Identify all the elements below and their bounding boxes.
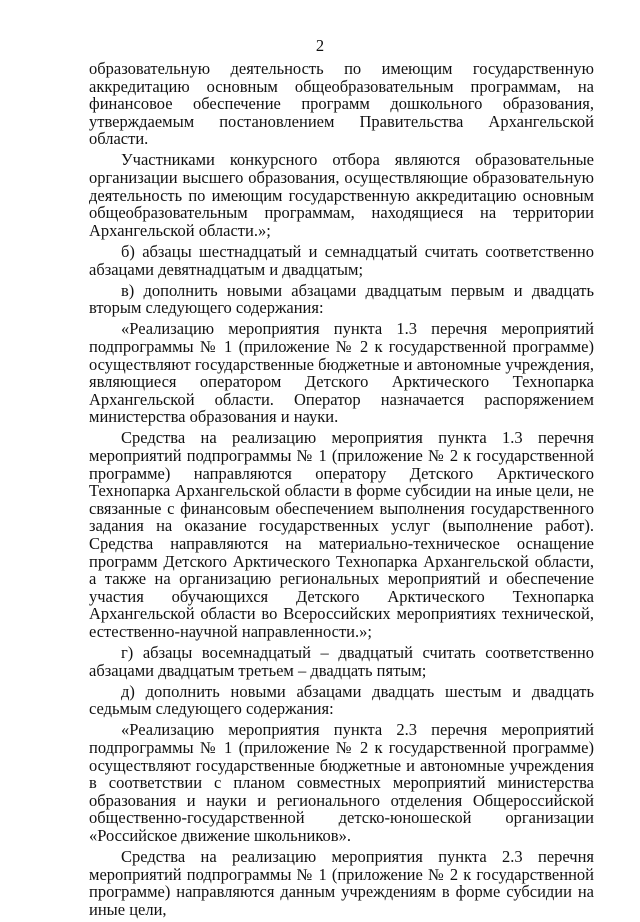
paragraph-funds-1-3: Средства на реализацию мероприятия пункта 1.3 перечня мероприятий подпрограммы № 1 (приложение № 2 к государственной программе) направляются оператору Детского Арктического Технопарка Архангельской области в форме субсидии на иные цели, не связанные с финансовым обеспечением выполнения государственного задания на оказание государственных услуг (выполнение работ). Средства направляются на материально-техническое оснащение программ Детского Арктического Технопарка Архангельской области, а также на организацию региональных мероприятий и обеспечение участия обучающихся Детского Арктического Технопарка Архангельской области во Всероссийских мероприятиях технической, естественно-научной направленности.»;: [89, 428, 594, 641]
paragraph-funds-2-3: Средства на реализацию мероприятия пункта 2.3 перечня мероприятий подпрограммы № 1 (приложение № 2 к государственной программе) направляются данным учреждениям в форме субсидии на иные цели,: [89, 847, 594, 919]
paragraph-item-v: в) дополнить новыми абзацами двадцатым первым и двадцать вторым следующего содержания:: [89, 280, 594, 318]
page-number: 2: [315, 36, 325, 55]
paragraph-participants: Участниками конкурсного отбора являются образовательные организации высшего образования, осуществляющие образовательную деятельность по имеющим государственную аккредитацию основным общеобразовательным программам, находящиеся на территории Архангельской области.»;: [89, 150, 594, 240]
paragraph-item-d: д) дополнить новыми абзацами двадцать шестым и двадцать седьмым следующего содержания:: [89, 681, 594, 719]
paragraph-quote-1-3: «Реализацию мероприятия пункта 1.3 перечня мероприятий подпрограммы № 1 (приложение № 2 к государственной программе) осуществляют государственные бюджетные и автономные учреждения, являющиеся оператором Детского Арктического Технопарка Архангельской области. Оператор назначается распоряжением министерства образования и науки.: [89, 319, 594, 427]
paragraph-item-g: г) абзацы восемнадцатый – двадцатый считать соответственно абзацами двадцатым третьем – двадцать пятым;: [89, 643, 594, 680]
paragraph-continuation: образовательную деятельность по имеющим государственную аккредитацию основным общеобразовательным программам, на финансовое обеспечение программ дошкольного образования, утверждаемым постановлением Правительства Архангельской области.: [89, 59, 594, 149]
paragraph-item-b: б) абзацы шестнадцатый и семнадцатый считать соответственно абзацами девятнадцатым и двадцатым;: [89, 241, 594, 279]
paragraph-quote-2-3: «Реализацию мероприятия пункта 2.3 перечня мероприятий подпрограммы № 1 (приложение № 2 к государственной программе) осуществляют государственные бюджетные и автономные учреждения в соответствии с планом совместных мероприятий министерства образования и науки и регионального отделения Общероссийской общественно-государственной детско-юношеской организации «Российское движение школьников».: [89, 720, 594, 845]
document-body: [89, 60, 594, 922]
